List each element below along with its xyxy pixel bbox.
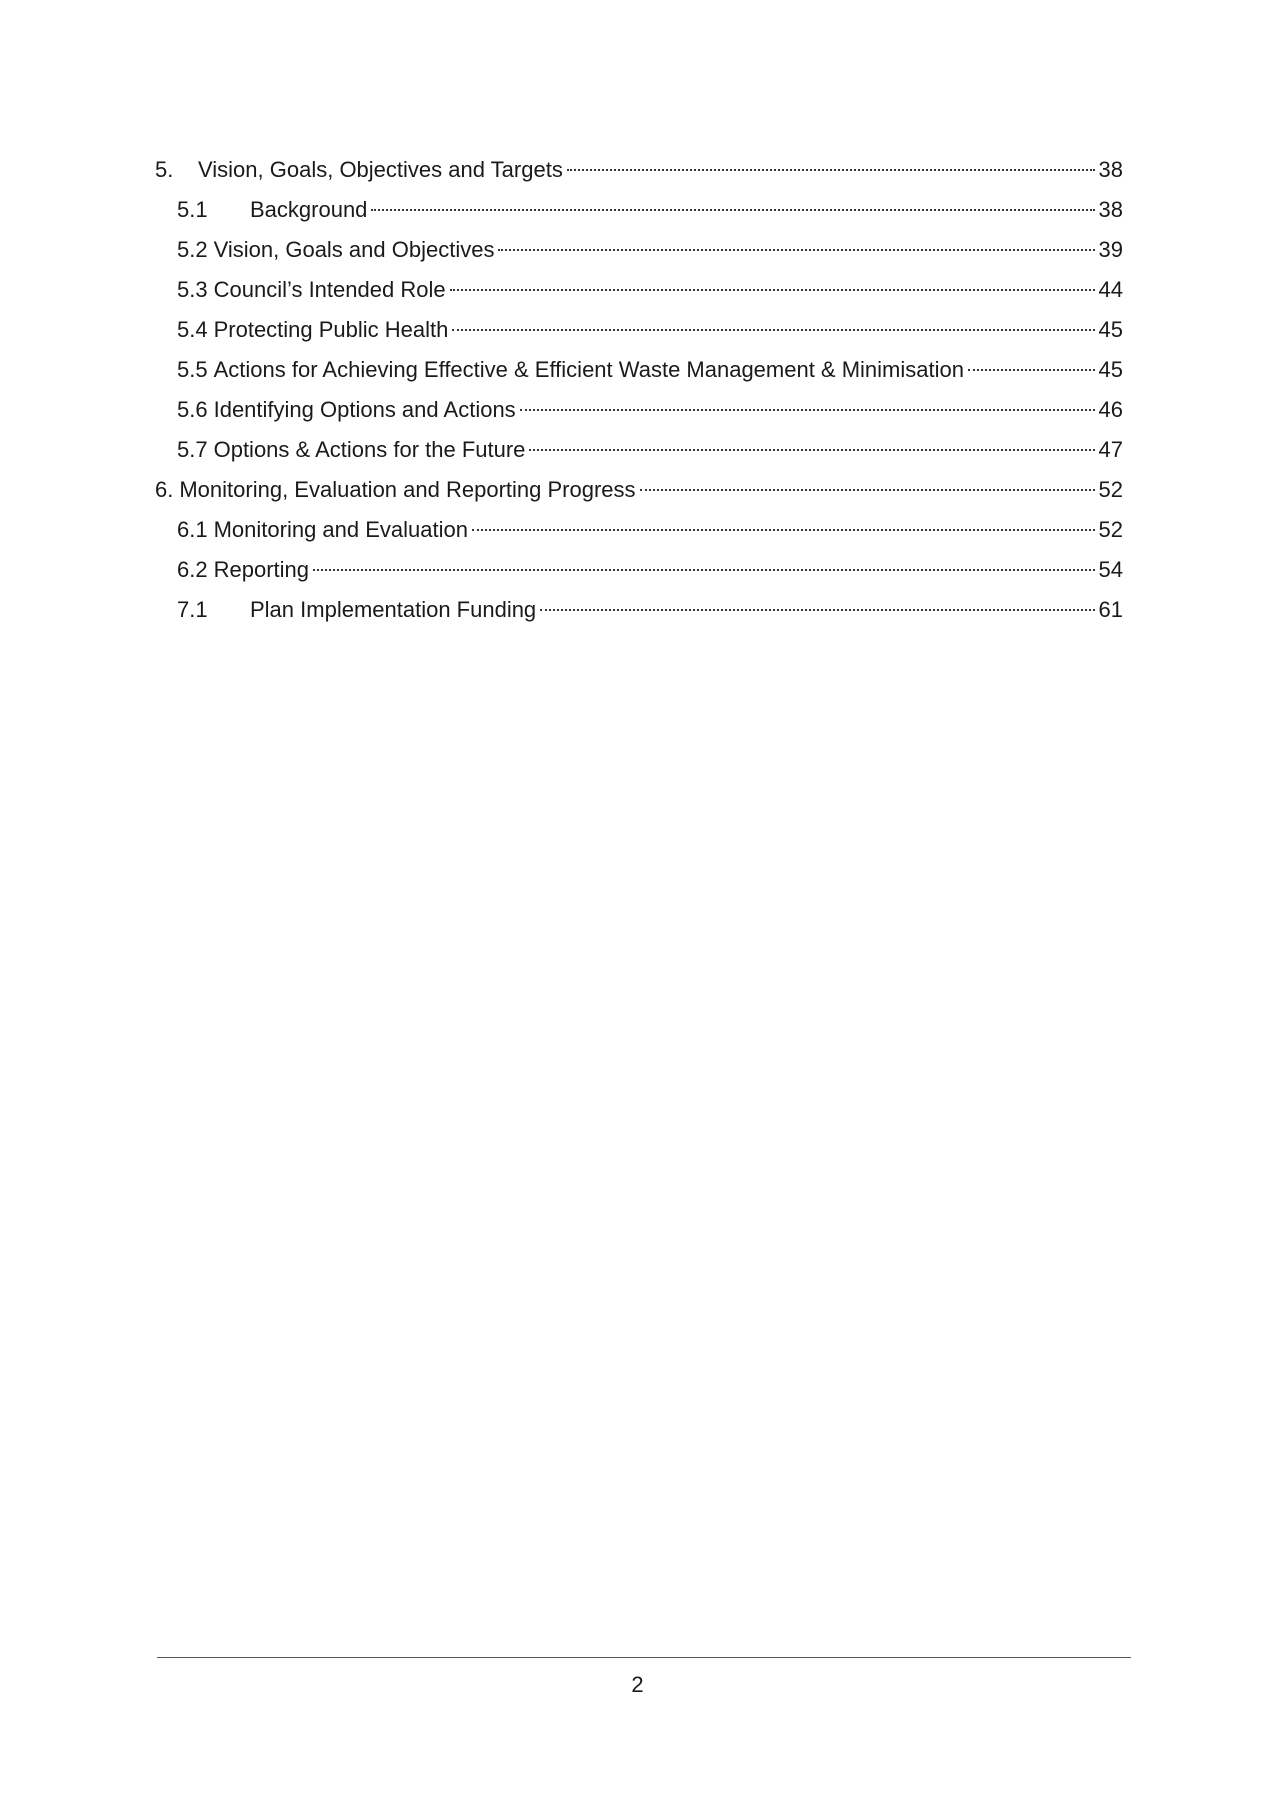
toc-entry-title: Plan Implementation Funding [250, 597, 537, 622]
dot-leader [472, 529, 1095, 531]
dot-leader [968, 369, 1095, 371]
toc-entry[interactable] [155, 510, 1123, 550]
toc-entry-title: Monitoring and Evaluation [213, 517, 468, 542]
dot-leader [640, 489, 1095, 491]
dot-leader [498, 249, 1094, 251]
toc-entry-number: 5.7 [177, 437, 208, 462]
toc-entry-title: Protecting Public Health [213, 317, 449, 342]
dot-leader [529, 449, 1094, 451]
toc-entry-number: 6. [155, 477, 174, 502]
dot-leader [520, 409, 1095, 411]
toc-entry-number: 5.2 [177, 237, 208, 262]
toc-entry-title: Actions for Achieving Effective & Efficient Waste Management & Minimisation [213, 357, 964, 382]
toc-entry-page: 45 [1098, 317, 1123, 342]
toc-entry-title: Vision, Goals, Objectives and Targets [198, 157, 563, 182]
toc-entry-number: 5.4 [177, 317, 208, 342]
toc-entry-number: 5.5 [177, 357, 208, 382]
page-number: 2 [631, 1672, 644, 1697]
toc-entry[interactable] [155, 350, 1123, 390]
toc-entry-page: 38 [1098, 197, 1123, 222]
dot-leader [567, 169, 1095, 171]
toc-entry-title: Monitoring, Evaluation and Reporting Progress [179, 477, 636, 502]
table-of-contents [155, 150, 1123, 630]
toc-entry[interactable] [155, 190, 1123, 230]
toc-entry-title: Background [250, 197, 368, 222]
toc-entry-page: 38 [1098, 157, 1123, 182]
toc-entry-page: 52 [1098, 477, 1123, 502]
toc-entry[interactable] [155, 550, 1123, 590]
toc-entry[interactable] [155, 470, 1123, 510]
toc-entry[interactable] [155, 590, 1123, 630]
footer-divider [157, 1657, 1131, 1658]
toc-entry-page: 47 [1098, 437, 1123, 462]
toc-entry-title: Identifying Options and Actions [213, 397, 516, 422]
toc-entry-page: 39 [1098, 237, 1123, 262]
toc-entry-title: Vision, Goals and Objectives [213, 237, 495, 262]
toc-entry-page: 61 [1098, 597, 1123, 622]
toc-entry[interactable] [155, 150, 1123, 190]
toc-entry-page: 45 [1098, 357, 1123, 382]
toc-entry-number: 6.2 [177, 557, 208, 582]
dot-leader [452, 329, 1094, 331]
toc-entry-number: 5.6 [177, 397, 208, 422]
toc-entry-title: Options & Actions for the Future [213, 437, 526, 462]
toc-entry-number: 7.1 [177, 597, 208, 622]
toc-entry[interactable] [155, 270, 1123, 310]
toc-entry-number: 5. [155, 157, 174, 182]
toc-entry-page: 52 [1098, 517, 1123, 542]
toc-entry[interactable] [155, 430, 1123, 470]
toc-entry-title: Reporting [213, 557, 309, 582]
toc-entry-page: 46 [1098, 397, 1123, 422]
dot-leader [540, 609, 1094, 611]
toc-entry[interactable] [155, 310, 1123, 350]
dot-leader [450, 289, 1095, 291]
toc-entry-number: 5.3 [177, 277, 208, 302]
toc-entry-title: Council’s Intended Role [213, 277, 446, 302]
toc-entry-page: 44 [1098, 277, 1123, 302]
dot-leader [313, 569, 1095, 571]
toc-entry-number: 6.1 [177, 517, 208, 542]
dot-leader [371, 209, 1094, 211]
toc-entry[interactable] [155, 230, 1123, 270]
toc-entry-page: 54 [1098, 557, 1123, 582]
toc-entry-number: 5.1 [177, 197, 208, 222]
toc-entry[interactable] [155, 390, 1123, 430]
